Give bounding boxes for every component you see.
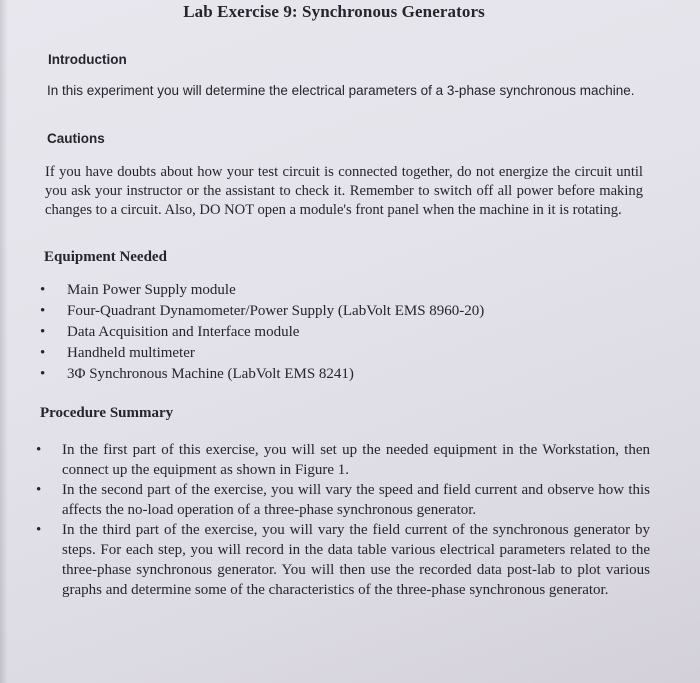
equipment-list (40, 280, 560, 385)
procedure-heading: Procedure Summary (40, 405, 174, 421)
equipment-heading: Equipment Needed (44, 249, 167, 265)
bullet-icon: • (40, 324, 46, 340)
bullet-icon: • (40, 345, 46, 361)
procedure-item: • In the second part of the exercise, you will vary the speed and field current and observe how this affects the no-load operation of a three-phase synchronous generator. (36, 482, 650, 518)
introduction-text: In this experiment you will determine the electrical parameters of a 3-phase synchronous machine. (47, 83, 635, 98)
equipment-item: • Four-Quadrant Dynamometer/Power Supply (LabVolt EMS 8960-20) (40, 301, 560, 322)
introduction-heading: Introduction (48, 52, 127, 67)
equipment-item: • Main Power Supply module (40, 280, 560, 301)
page-title: Lab Exercise 9: Synchronous Generators (183, 2, 485, 21)
bullet-icon: • (36, 442, 42, 458)
equipment-item: • 3Φ Synchronous Machine (LabVolt EMS 8241) (40, 364, 560, 385)
equipment-item: • Handheld multimeter (40, 343, 560, 364)
bullet-icon: • (36, 522, 42, 538)
procedure-item: • In the third part of the exercise, you will vary the field current of the synchronous generator by steps. For each step, you will record in the data table various electrical parameters related to the three-phase synchronous generator. You will then use the recorded data post-lab to plot various graphs and determine some of the characteristics of the three-phase synchronous generator. (36, 522, 650, 598)
bullet-icon: • (40, 282, 46, 298)
bullet-icon: • (40, 303, 46, 319)
equipment-item: • Data Acquisition and Interface module (40, 322, 560, 343)
bullet-icon: • (40, 366, 46, 382)
cautions-text: If you have doubts about how your test circuit is connected together, do not energize the circuit until you ask your instructor or the assistant to check it. Remember to switch off all power before making changes to a circuit. Also, DO NOT open a module's front panel when the machine in it is rotating. (45, 164, 643, 218)
page-edge-shadow (0, 0, 8, 683)
procedure-item: • In the first part of this exercise, you will set up the needed equipment in the Workstation, then connect up the equipment as shown in Figure 1. (36, 442, 650, 478)
bullet-icon: • (36, 482, 42, 498)
procedure-list (36, 440, 650, 600)
cautions-heading: Cautions (47, 131, 105, 146)
